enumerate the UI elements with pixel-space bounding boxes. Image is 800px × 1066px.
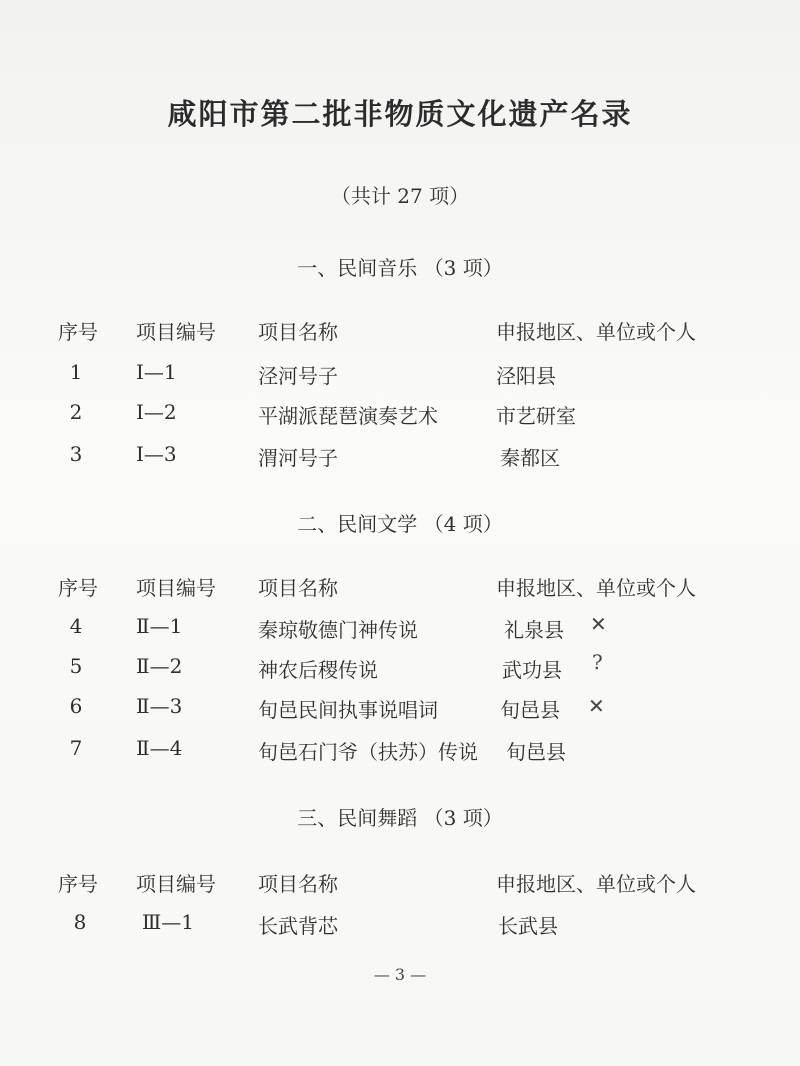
row-region: 旬邑县 [506, 740, 566, 764]
table-row [0, 650, 800, 686]
header-region: 申报地区、单位或个人 [496, 872, 696, 896]
handwritten-question-mark: ? [592, 650, 603, 674]
section-title-folk-literature: 二、民间文学 （4 项） [297, 512, 503, 536]
row-name: 秦琼敬德门神传说 [258, 618, 418, 642]
row-code: Ⅱ—1 [136, 614, 183, 638]
row-region: 长武县 [498, 914, 558, 938]
row-no: 4 [69, 614, 83, 638]
row-no: 8 [73, 910, 87, 934]
header-code: 项目编号 [136, 576, 216, 600]
header-code: 项目编号 [136, 872, 216, 896]
row-name: 渭河号子 [258, 446, 338, 470]
row-region: 市艺研室 [496, 404, 576, 428]
table-header [0, 316, 800, 348]
row-no: 6 [69, 694, 83, 718]
row-code: Ⅱ—4 [136, 736, 183, 760]
header-region: 申报地区、单位或个人 [496, 576, 696, 600]
table-header [0, 868, 800, 900]
row-region: 武功县 [502, 658, 562, 682]
row-code: Ⅲ—1 [142, 910, 195, 934]
row-no: 7 [69, 736, 83, 760]
header-region: 申报地区、单位或个人 [496, 320, 696, 344]
row-region: 礼泉县 [504, 618, 564, 642]
row-no: 5 [69, 654, 83, 678]
table-row [0, 736, 800, 768]
table-row [0, 910, 800, 942]
row-region: 泾阳县 [496, 364, 556, 388]
table-row [0, 360, 800, 392]
table-row [0, 614, 800, 646]
handwritten-cross-mark: ✕ [590, 612, 607, 636]
row-code: Ⅰ—2 [136, 400, 177, 424]
table-row [0, 400, 800, 432]
row-code: Ⅱ—3 [136, 694, 183, 718]
table-header [0, 572, 800, 604]
row-no: 3 [69, 442, 83, 466]
row-code: Ⅰ—3 [136, 442, 177, 466]
row-no: 2 [69, 400, 83, 424]
header-name: 项目名称 [258, 320, 338, 344]
section-title-folk-dance: 三、民间舞蹈 （3 项） [297, 806, 503, 830]
section-title-folk-music: 一、民间音乐 （3 项） [297, 256, 503, 280]
row-name: 长武背芯 [258, 914, 338, 938]
row-code: Ⅱ—2 [136, 654, 183, 678]
row-name: 平湖派琵琶演奏艺术 [258, 404, 438, 428]
header-no: 序号 [58, 872, 98, 896]
table-row [0, 694, 800, 726]
header-code: 项目编号 [136, 320, 216, 344]
document-subtitle: （共计 27 项） [330, 184, 470, 208]
header-no: 序号 [58, 576, 98, 600]
row-name: 旬邑民间执事说唱词 [258, 698, 438, 722]
table-row [0, 442, 800, 474]
row-name: 旬邑石门爷（扶苏）传说 [258, 740, 478, 764]
row-region: 秦都区 [500, 446, 560, 470]
header-name: 项目名称 [258, 872, 338, 896]
row-no: 1 [69, 360, 83, 384]
row-name: 泾河号子 [258, 364, 338, 388]
row-name: 神农后稷传说 [258, 658, 378, 682]
handwritten-cross-mark: ✕ [588, 694, 605, 718]
row-code: Ⅰ—1 [136, 360, 177, 384]
show-through-text [150, 60, 169, 87]
header-no: 序号 [58, 320, 98, 344]
header-name: 项目名称 [258, 576, 338, 600]
page-number: — 3 — [373, 965, 427, 984]
row-region: 旬邑县 [500, 698, 560, 722]
document-title: 咸阳市第二批非物质文化遗产名录 [167, 97, 633, 131]
